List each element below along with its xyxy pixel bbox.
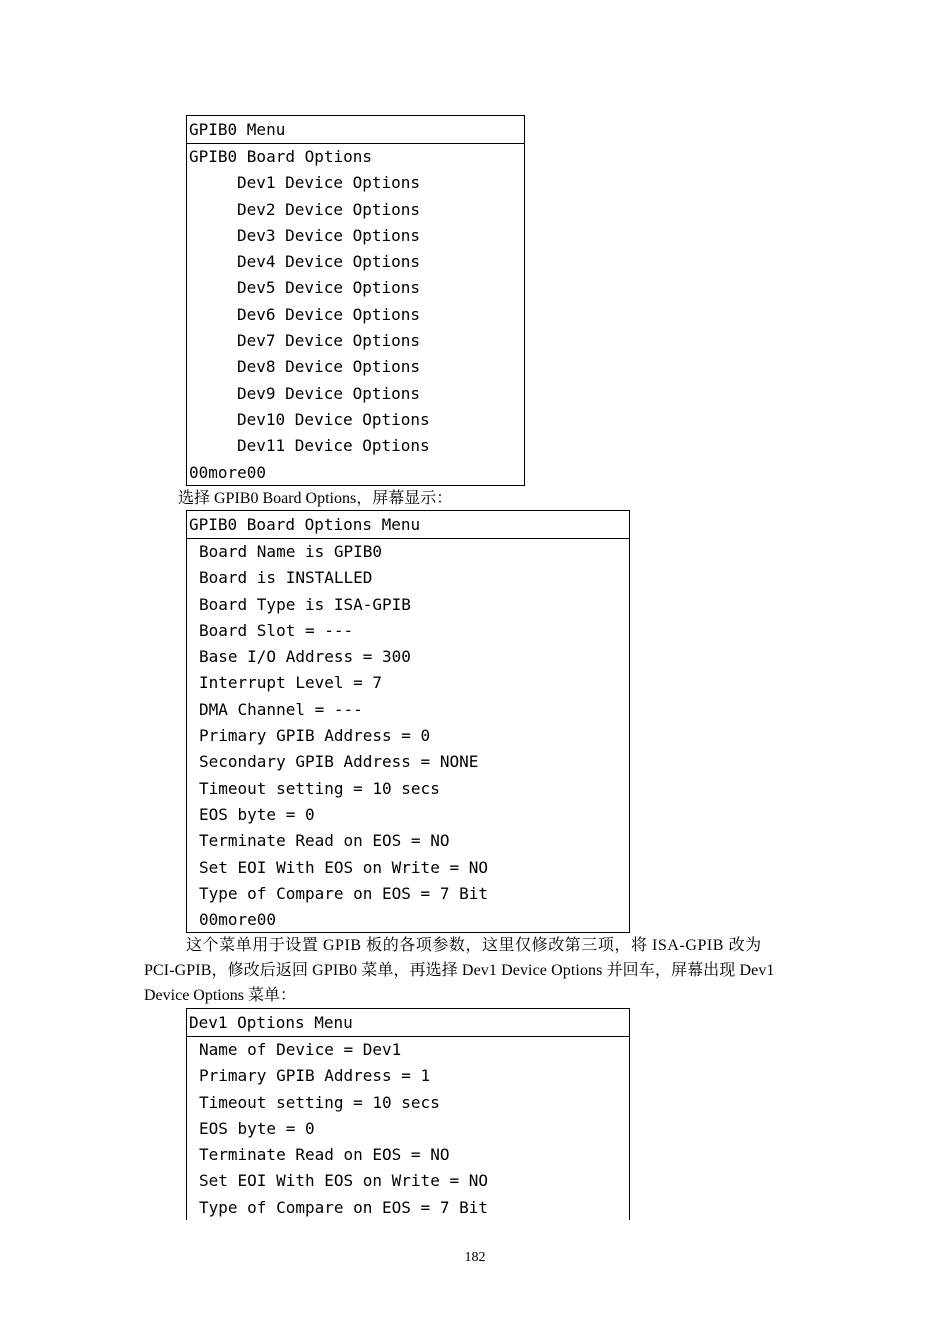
menu-item-dev7[interactable]: Dev7 Device Options (237, 331, 421, 351)
menu-title: GPIB0 Menu (187, 116, 524, 144)
option-timeout-setting[interactable]: Timeout setting = 10 secs (199, 778, 440, 798)
option-type-of-compare[interactable]: Type of Compare on EOS = 7 Bit (199, 1197, 488, 1217)
option-board-type[interactable]: Board Type is ISA-GPIB (199, 594, 411, 614)
option-set-eoi-with-eos[interactable]: Set EOI With EOS on Write = NO (199, 1171, 488, 1191)
menu-item-dev3[interactable]: Dev3 Device Options (237, 225, 421, 245)
menu-item-dev9[interactable]: Dev9 Device Options (237, 383, 421, 403)
menu-title: GPIB0 Board Options Menu (187, 511, 629, 539)
option-primary-gpib-address[interactable]: Primary GPIB Address = 0 (199, 726, 431, 746)
page-number: 182 (464, 1250, 486, 1265)
option-terminate-read-on-eos[interactable]: Terminate Read on EOS = NO (199, 831, 450, 851)
menu-item-dev11[interactable]: Dev11 Device Options (237, 436, 430, 456)
option-eos-byte[interactable]: EOS byte = 0 (199, 804, 315, 824)
option-interrupt-level[interactable]: Interrupt Level = 7 (199, 673, 383, 693)
option-dma-channel[interactable]: DMA Channel = --- (199, 699, 363, 719)
menu-item-dev5[interactable]: Dev5 Device Options (237, 278, 421, 298)
option-type-of-compare[interactable]: Type of Compare on EOS = 7 Bit (199, 883, 488, 903)
option-secondary-gpib-address[interactable]: Secondary GPIB Address = NONE (199, 752, 479, 772)
menu-item-dev6[interactable]: Dev6 Device Options (237, 304, 421, 324)
caption-select-board-options: 选择 GPIB0 Board Options，屏幕显示： (178, 490, 453, 507)
menu-item-dev4[interactable]: Dev4 Device Options (237, 252, 421, 272)
gpib0-menu-box (186, 115, 525, 486)
option-base-io-address[interactable]: Base I/O Address = 300 (199, 647, 411, 667)
menu-title: Dev1 Options Menu (187, 1009, 629, 1037)
option-board-slot[interactable]: Board Slot = --- (199, 620, 354, 640)
board-options-menu-box (186, 510, 630, 933)
dev1-options-menu-box (186, 1008, 630, 1220)
paragraph-line-1: 这个菜单用于设置 GPIB 板的各项参数，这里仅修改第三项，将 ISA-GPIB 改为 (186, 937, 762, 954)
menu-item-more[interactable]: 00more00 (189, 462, 267, 482)
option-terminate-read-on-eos[interactable]: Terminate Read on EOS = NO (199, 1145, 450, 1165)
option-timeout-setting[interactable]: Timeout setting = 10 secs (199, 1092, 440, 1112)
menu-item-board-options[interactable]: GPIB0 Board Options (189, 147, 373, 166)
menu-item-dev1[interactable]: Dev1 Device Options (237, 173, 421, 193)
paragraph-line-3: Device Options 菜单： (144, 987, 296, 1004)
option-set-eoi-with-eos[interactable]: Set EOI With EOS on Write = NO (199, 857, 488, 877)
option-board-installed[interactable]: Board is INSTALLED (199, 568, 373, 588)
option-board-name[interactable]: Board Name is GPIB0 (199, 542, 383, 561)
option-more[interactable]: 00more00 (199, 910, 277, 930)
menu-item-dev2[interactable]: Dev2 Device Options (237, 199, 421, 219)
menu-item-dev10[interactable]: Dev10 Device Options (237, 409, 430, 429)
menu-item-dev8[interactable]: Dev8 Device Options (237, 357, 421, 377)
option-eos-byte[interactable]: EOS byte = 0 (199, 1118, 315, 1138)
option-name-of-device[interactable]: Name of Device = Dev1 (199, 1040, 402, 1059)
option-primary-gpib-address[interactable]: Primary GPIB Address = 1 (199, 1066, 431, 1086)
paragraph-line-2: PCI-GPIB，修改后返回 GPIB0 菜单，再选择 Dev1 Device Options 并回车，屏幕出现 Dev1 (144, 962, 775, 979)
